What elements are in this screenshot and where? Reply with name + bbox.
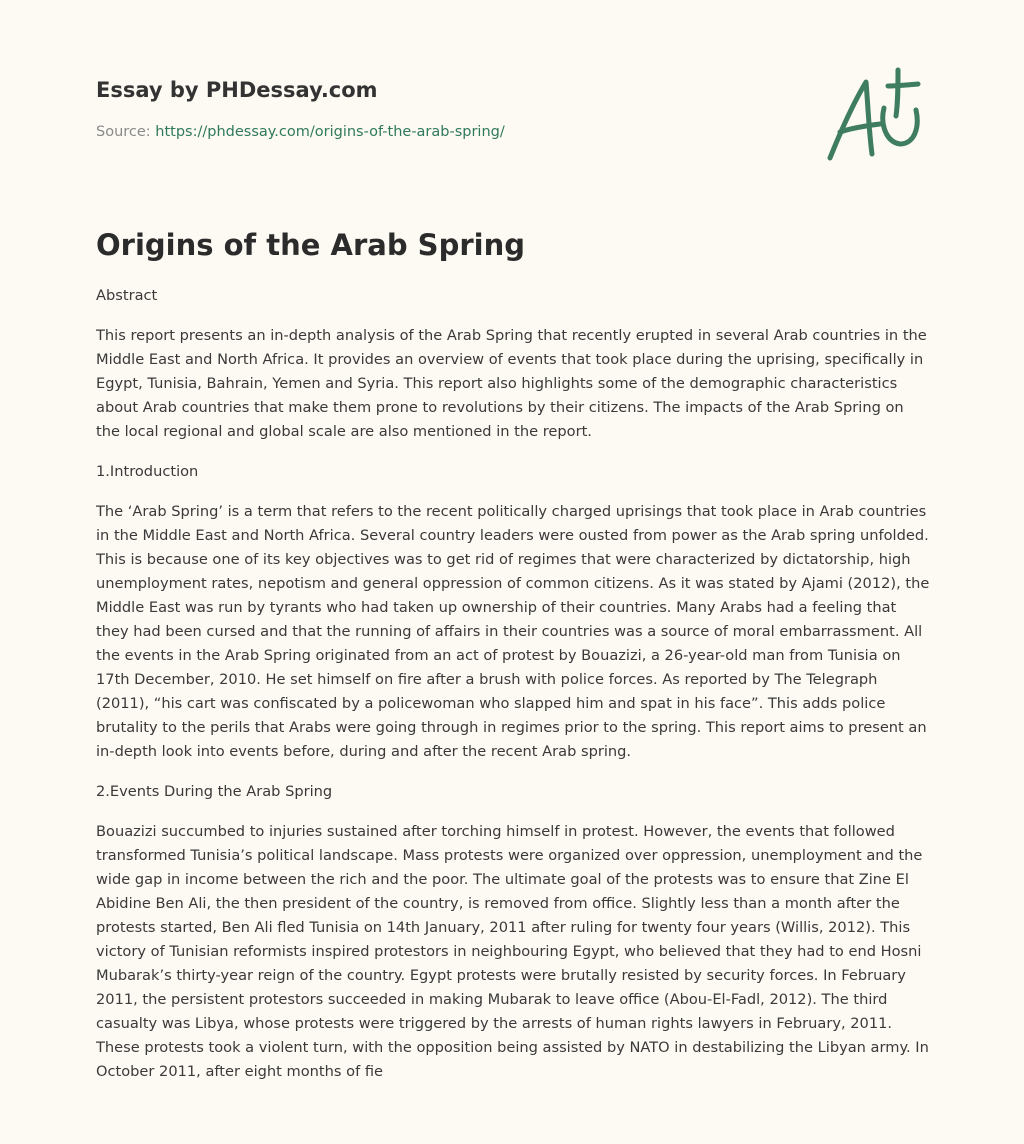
- essay-content: [96, 222, 932, 1144]
- paragraph-events: Bouazizi succumbed to injuries sustained after torching himself in protest. However, the events that followed transformed Tunisia’s political landscape. Mass protests were organized over oppression, unemployment and the wide gap in income between the rich and the poor. The ultimate goal of the protests was to ensure that Zine El Abidine Ben Ali, the then president of the country, is removed from office. Slightly less than a month after the protests started, Ben Ali fled Tunisia on 14th January, 2011 after ruling for twenty four years (Willis, 2012). This victory of Tunisian reformists inspired protestors in neighbouring Egypt, who believed that they had to end Hosni Mubarak’s thirty-year reign of the country. Egypt protests were brutally resisted by security forces. In February 2011, the persistent protestors succeeded in making Mubarak to leave office (Abou-El-Fadl, 2012). The third casualty was Libya, whose protests were triggered by the arrests of human rights lawyers in February, 2011. These protests took a violent turn, with the opposition being assisted by NATO in destabilizing the Libyan army. In October 2011, after eight months of fie: [96, 823, 929, 1080]
- paragraph-introduction-heading: 1.Introduction: [96, 463, 199, 480]
- source-link[interactable]: https://phdessay.com/origins-of-the-arab-spring/: [155, 124, 505, 140]
- source-label: Source:: [96, 124, 156, 140]
- paragraph-abstract-heading: Abstract: [96, 287, 158, 304]
- source-line: [96, 122, 916, 142]
- page-header: [96, 76, 916, 142]
- paragraph-introduction: The ‘Arab Spring’ is a term that refers to the recent politically charged uprisings that took place in Arab countries in the Middle East and North Africa. Several country leaders were ousted from power as the Arab spring unfolded. This is because one of its key objectives was to get rid of regimes that were characterized by dictatorship, high unemployment rates, nepotism and general oppression of common citizens. As it was stated by Ajami (2012), the Middle East was run by tyrants who had taken up ownership of their countries. Many Arabs had a feeling that they had been cursed and that the running of affairs in their countries was a source of moral embarrassment. All the events in the Arab Spring originated from an act of protest by Bouazizi, a 26-year-old man from Tunisia on 17th December, 2010. He set himself on fire after a brush with police forces. As reported by The Telegraph (2011), “his cart was confiscated by a policewoman who slapped him and spat in his face”. This adds police brutality to the perils that Arabs were going through in regimes prior to the spring. This report aims to present an in-depth look into events before, during and after the recent Arab spring.: [96, 503, 930, 760]
- essay-body: [96, 268, 932, 1144]
- paragraph-abstract: This report presents an in-depth analysis of the Arab Spring that recently erupted in several Arab countries in the Middle East and North Africa. It provides an overview of events that took place during the uprising, specifically in Egypt, Tunisia, Bahrain, Yemen and Syria. This report also highlights some of the demographic characteristics about Arab countries that make them prone to revolutions by their citizens. The impacts of the Arab Spring on the local regional and global scale are also mentioned in the report.: [96, 327, 927, 440]
- essay-title: Origins of the Arab Spring: [96, 228, 525, 262]
- a-plus-logo-icon: [822, 66, 932, 166]
- paragraph-events-heading: 2.Events During the Arab Spring: [96, 783, 333, 800]
- site-title: Essay by PHDessay.com: [96, 78, 378, 102]
